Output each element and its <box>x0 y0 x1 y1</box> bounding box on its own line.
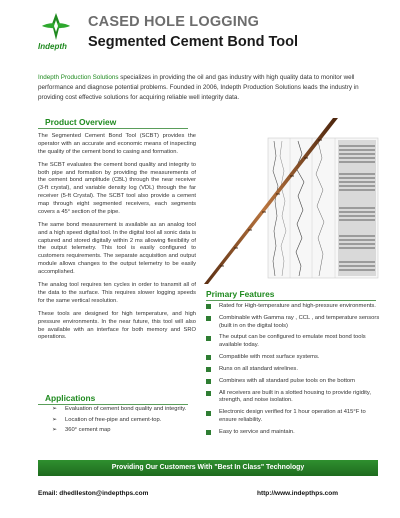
applications-heading: Applications <box>45 393 96 403</box>
overview-paragraph: The same bond measurement is available as an analog tool and a high speed digital tool. In the digital tool all sonic data is captured and stored digitally within 2 ms allowing flexibility of the output telemetry. This tool is easily configured to customers requirements. The separate acquisition and output module allows changes to the output telemetry to be easily accomplished. <box>38 221 196 275</box>
feature-item: Runs on all standard wirelines. <box>206 366 382 374</box>
website-link[interactable]: http://www.indepthps.com <box>257 490 339 497</box>
logo-mark-icon <box>38 12 74 42</box>
overview-paragraph: The SCBT evaluates the cement bond quality and integrity to both pipe and formation by providing the measurements of the cement bond amplitude (CBL) through the near receiver (3-ft crystal), and variable density log (VDL) through the far receiver (5-ft Crystal). The SCBT tool also provide a cement map through eight segmented receivers, each segments covers a 45° section of the pipe. <box>38 161 196 215</box>
overview-paragraph: These tools are designed for high temperature, and high pressure environments. In the near future, this tool will also be available with an interface for both memory and SRO operations. <box>38 310 196 341</box>
features-divider <box>206 300 376 301</box>
contact-email-link[interactable]: Email: dhedlleston@indepthps.com <box>38 490 149 497</box>
overview-heading: Product Overview <box>45 117 117 127</box>
title-line-1: CASED HOLE LOGGING <box>88 14 260 30</box>
feature-item: Easy to service and maintain. <box>206 429 382 437</box>
applications-list <box>52 406 202 438</box>
feature-item: Rated for High-temperature and high-pressure environments. <box>206 303 382 311</box>
overview-paragraph: The Segmented Cement Bond Tool (SCBT) provides the operator with an accurate and economic means of inspecting the quality of the cement bond to casing and formation. <box>38 133 196 155</box>
intro-paragraph <box>38 73 374 102</box>
brand-name: Indepth Production Solutions <box>38 74 119 81</box>
applications-divider <box>38 404 188 405</box>
feature-item: Combines with all standard pulse tools on the bottom <box>206 378 382 386</box>
feature-item: Compatible with most surface systems. <box>206 354 382 362</box>
feature-item: The output can be configured to emulate most bond tools available today. <box>206 334 382 349</box>
indepth-logo <box>38 12 74 54</box>
application-item: ➢ Evaluation of cement bond quality and integrity. <box>52 406 202 414</box>
logo-text: Indepth <box>38 42 67 51</box>
application-item: ➢ 360° cement map <box>52 427 202 435</box>
features-list <box>206 303 382 441</box>
intro-text: specializes in providing the oil and gas industry with high quality data to monitor well performance and diagnose potential problems. Founded in 2006, Indepth Production Solutions leads the industry in providing cost effective solutions for acquiring reliable well integrity data. <box>38 74 359 101</box>
header <box>38 12 378 56</box>
slogan-banner: Providing Our Customers With "Best In Class" Technology <box>38 460 378 476</box>
title-line-2: Segmented Cement Bond Tool <box>88 34 298 50</box>
feature-item: Combinable with Gamma ray , CCL , and temperature sensors (built in on the digital tools) <box>206 315 382 330</box>
feature-item: Electronic design verified for 1 hour operation at 415°F to ensure reliability. <box>206 409 382 424</box>
overview-paragraph: The analog tool requires ten cycles in order to transmit all of the data to the surface. This requires slower logging speeds for the same vertical resolution. <box>38 282 196 304</box>
overview-divider <box>38 128 188 129</box>
tool-and-log-image <box>190 116 380 286</box>
log-sheet <box>268 138 378 278</box>
feature-item: All receivers are built in a slotted housing to provide rigidity, strength, and noise isolation. <box>206 390 382 405</box>
features-heading: Primary Features <box>206 289 275 299</box>
application-item: ➢ Location of free-pipe and cement-top. <box>52 417 202 425</box>
overview-text <box>38 133 196 348</box>
